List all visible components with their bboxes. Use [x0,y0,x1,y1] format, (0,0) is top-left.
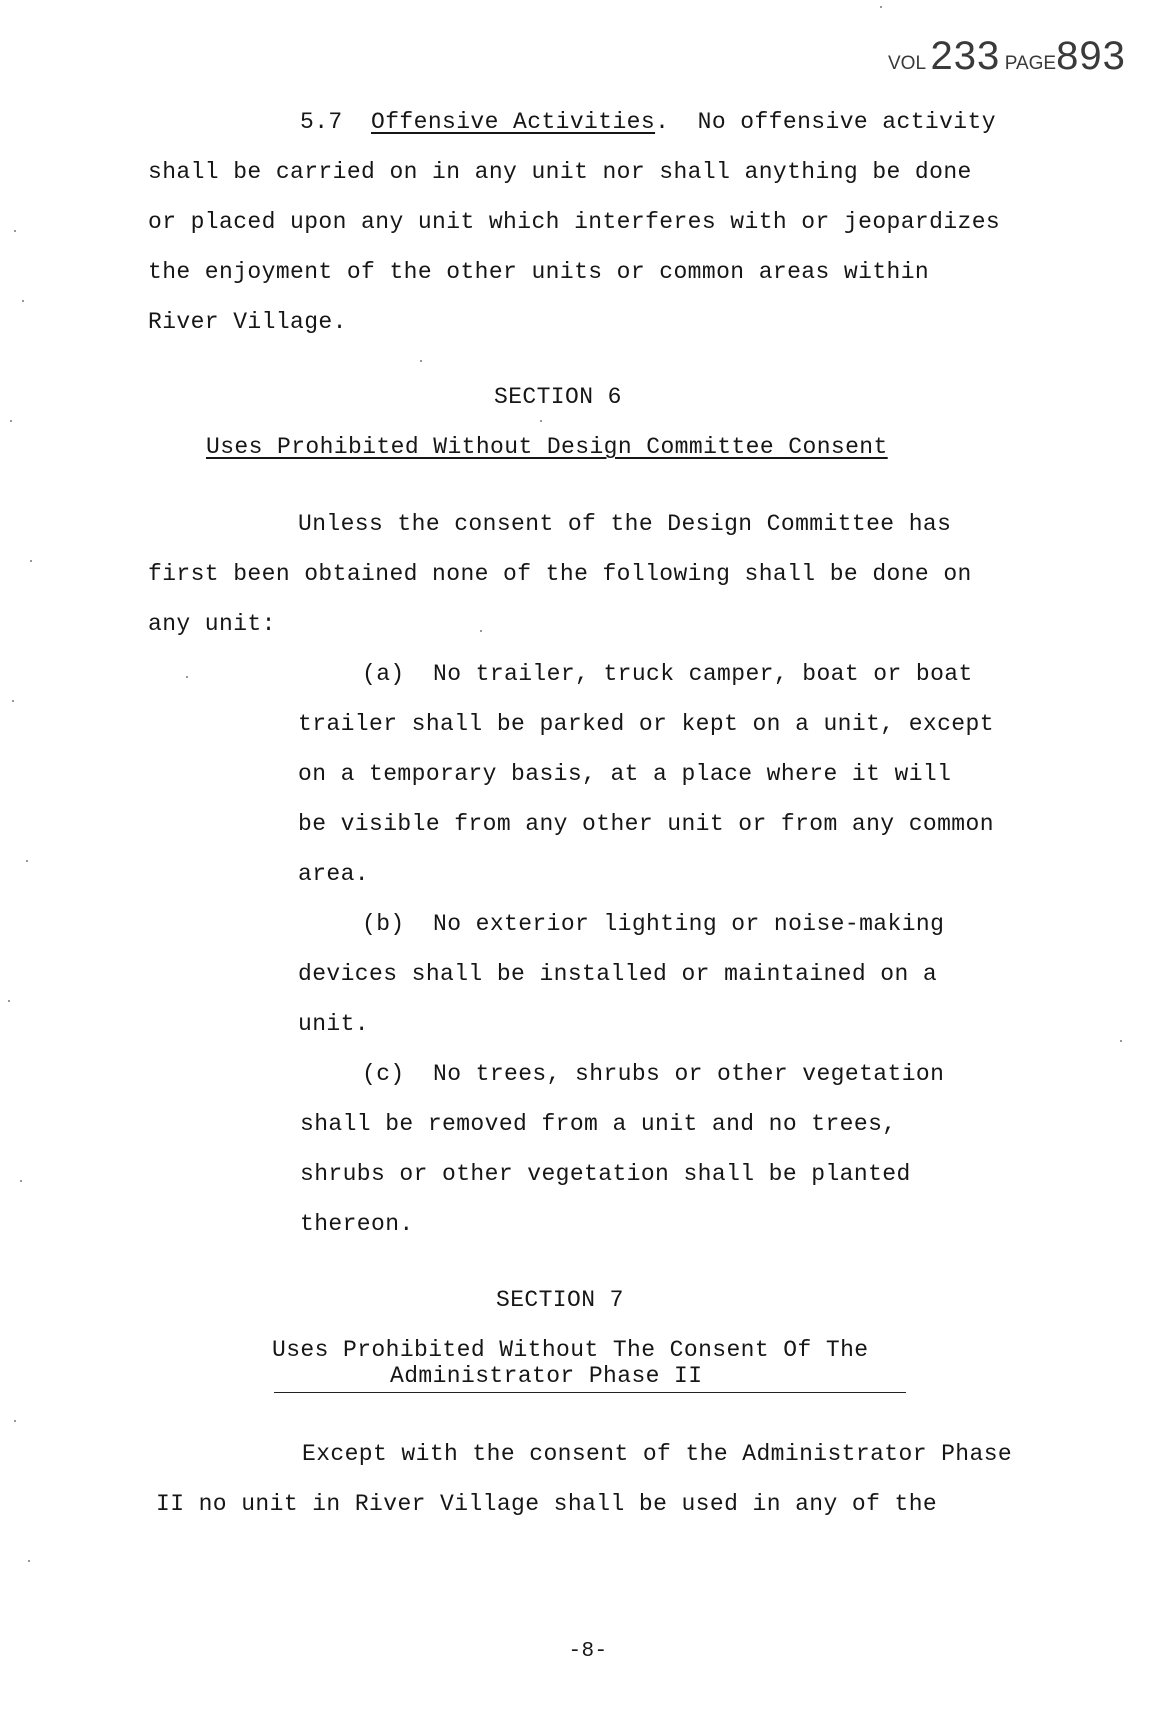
scan-speck [20,1180,22,1182]
item-a-line: No trailer, truck camper, boat or boat [433,661,973,687]
scan-speck [22,300,24,302]
item-b-line: No exterior lighting or noise-making [433,911,945,937]
item-c-label: (c) [362,1061,405,1087]
section-7-title: SECTION 7 [496,1287,624,1313]
section-6-title: SECTION 6 [494,384,622,410]
scan-speck [14,1420,16,1422]
scan-speck [14,230,16,232]
section-5-7-number: 5.7 [300,109,343,135]
scan-speck [12,700,14,702]
page-number: -8- [568,1640,608,1663]
scan-speck [10,420,12,422]
item-c-line: No trees, shrubs or other vegetation [433,1061,945,1087]
stamp-vol-label: VOL [888,53,927,74]
scan-speck [1120,1040,1122,1042]
item-a-line: area. [298,861,370,887]
stamp-page-number: 893 [1056,34,1126,78]
scan-speck [880,6,882,8]
section-5-7-line: the enjoyment of the other units or common areas within [148,259,930,285]
item-b-first-line [362,910,944,938]
item-a-line: be visible from any other unit or from any common [298,811,994,837]
item-b-line: unit. [298,1011,370,1037]
section-7-line: II no unit in River Village shall be used in any of the [156,1491,938,1517]
section-5-7-first-line [300,108,996,136]
section-6-heading: Uses Prohibited Without Design Committee Consent [206,434,888,460]
section-5-7-heading: Offensive Activities [371,109,656,135]
item-b-label: (b) [362,911,405,937]
stamp-vol-number: 233 [930,34,1001,78]
section-6-intro-line: first been obtained none of the following shall be done on [148,561,972,587]
scan-speck [30,560,32,562]
item-a-line: trailer shall be parked or kept on a unit, except [298,711,994,737]
item-b-line: devices shall be installed or maintained on a [298,961,938,987]
section-7-heading-line: Administrator Phase II [390,1363,703,1389]
section-5-7-line: or placed upon any unit which interferes with or jeopardizes [148,209,1001,235]
scan-speck [26,860,28,862]
scan-speck [8,1000,10,1002]
section-6-intro-line: any unit: [148,611,276,637]
item-c-line: shall be removed from a unit and no trees, [300,1111,897,1137]
scan-speck [480,630,482,632]
item-a-line: on a temporary basis, at a place where it will [298,761,952,787]
section-5-7-line: River Village. [148,309,347,335]
scan-speck [420,360,422,362]
item-c-line: shrubs or other vegetation shall be planted [300,1161,911,1187]
section-6-intro-line: Unless the consent of the Design Committee has [298,511,952,537]
section-5-7-line: . No offensive activity [655,109,996,135]
item-a-first-line [362,660,973,688]
item-c-first-line [362,1060,944,1088]
item-c-line: thereon. [300,1211,414,1237]
stamp-page-label: PAGE [1004,53,1057,74]
item-a-label: (a) [362,661,405,687]
recording-stamp [888,34,1126,79]
section-7-heading-rule [274,1392,906,1393]
scan-speck [186,676,188,678]
section-7-heading-line: Uses Prohibited Without The Consent Of The [272,1337,869,1363]
section-7-line: Except with the consent of the Administrator Phase [302,1441,1013,1467]
scan-speck [540,420,542,422]
scan-speck [28,1560,30,1562]
section-5-7-line: shall be carried on in any unit nor shall anything be done [148,159,972,185]
